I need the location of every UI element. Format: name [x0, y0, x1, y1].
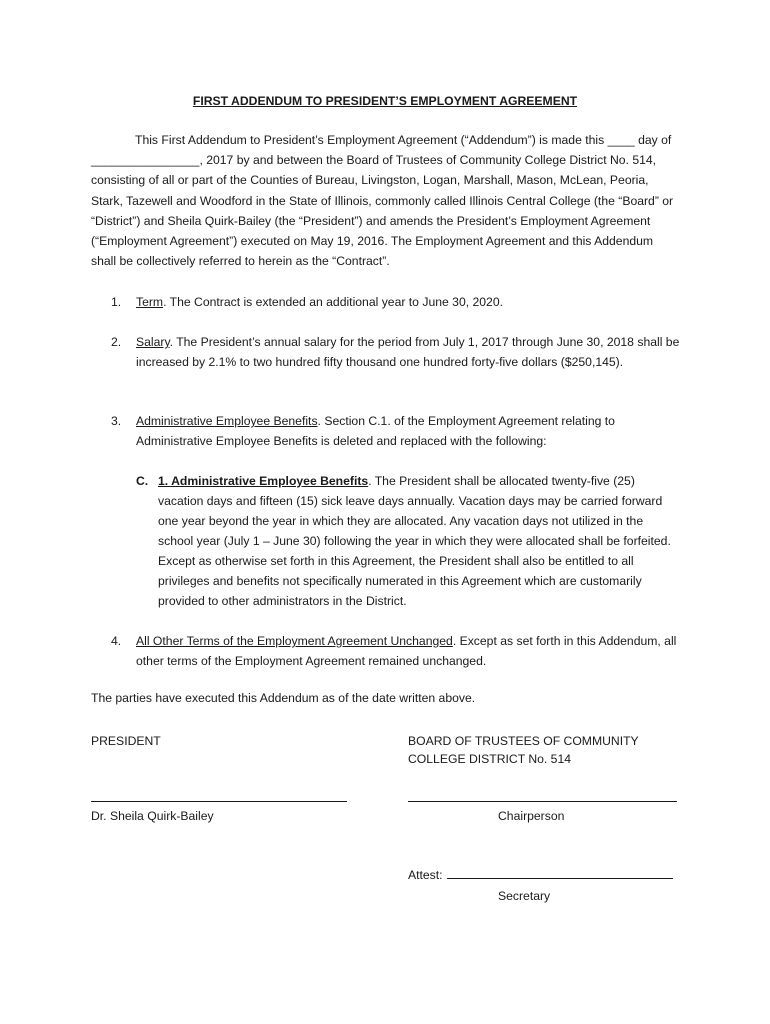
attest-label: Attest: [408, 868, 443, 882]
attest-row [408, 866, 673, 884]
subsection-label: C. [136, 474, 149, 488]
board-label-line-2: COLLEGE DISTRICT No. 514 [408, 752, 572, 766]
list-item-benefits [91, 411, 681, 451]
item-heading: Salary [136, 335, 170, 349]
board-label-line-1: BOARD OF TRUSTEES OF COMMUNITY [408, 734, 639, 748]
item-heading: Administrative Employee Benefits [136, 414, 318, 428]
intro-paragraph [91, 130, 681, 271]
item-number: 3. [111, 414, 122, 428]
item-number: 1. [111, 295, 122, 309]
list-item-term [91, 292, 681, 312]
president-signature-line [91, 801, 347, 802]
list-item-salary [91, 332, 681, 372]
subsection-heading: 1. Administrative Employee Benefits [158, 474, 369, 488]
subsection-text: . The President shall be allocated twenty-five (25) vacation days and fifteen (15) sick leave days annually. Vacation days may be carried forward one year beyond the year in which they are allocated. Any vacation days not utilized in the school year (July 1 – June 30) following the year in which they were allocated shall be forfeited. Except as otherwise set forth in this Agreement, the President shall also be entitled to all privileges and benefits not specifically numerated in this Agreement which are customarily provided to other administrators in the District. [158, 474, 671, 608]
item-number: 4. [111, 634, 122, 648]
item-heading: Term [136, 295, 164, 309]
president-name: Dr. Sheila Quirk-Bailey [91, 809, 214, 823]
closing-statement: The parties have executed this Addendum as of the date written above. [91, 691, 476, 705]
subsection-c1 [136, 471, 681, 611]
item-number: 2. [111, 335, 122, 349]
document-title: FIRST ADDENDUM TO PRESIDENT’S EMPLOYMENT AGREEMENT [192, 94, 578, 108]
chairperson-label: Chairperson [498, 809, 565, 823]
item-text: . The Contract is extended an additional year to June 30, 2020. [163, 295, 503, 309]
president-label: PRESIDENT [91, 734, 161, 748]
attest-signature-line [447, 866, 673, 879]
item-text: . Except as set forth in this Addendum, all other terms of the Employment Agreement remained unchanged. [136, 634, 677, 668]
item-text: . The President’s annual salary for the period from July 1, 2017 through June 30, 2018 shall be increased by 2.1% to two hundred fifty thousand one hundred forty-five dollars ($250,145). [136, 335, 680, 369]
list-item-other-terms [91, 631, 681, 671]
intro-text: This First Addendum to President’s Employment Agreement (“Addendum”) is made this ____ day of ________________, 2017 by and between the Board of Trustees of Community College District No. 514, consisting of all or part of the Counties of Bureau, Livingston, Logan, Marshall, Mason, McLean, Peoria, Stark, Tazewell and Woodford in the State of Illinois, commonly called Illinois Central College (the “Board” or “District”) and Sheila Quirk-Bailey (the “President”) and amends the President’s Employment Agreement (“Employment Agreement”) executed on May 19, 2016. The Employment Agreement and this Addendum shall be collectively referred to herein as the “Contract”. [91, 133, 674, 269]
item-text: . Section C.1. of the Employment Agreement relating to Administrative Employee Benefits is deleted and replaced with the following: [136, 414, 615, 448]
secretary-label: Secretary [498, 889, 551, 903]
chairperson-signature-line [408, 801, 677, 802]
item-heading: All Other Terms of the Employment Agreement Unchanged [136, 634, 453, 648]
